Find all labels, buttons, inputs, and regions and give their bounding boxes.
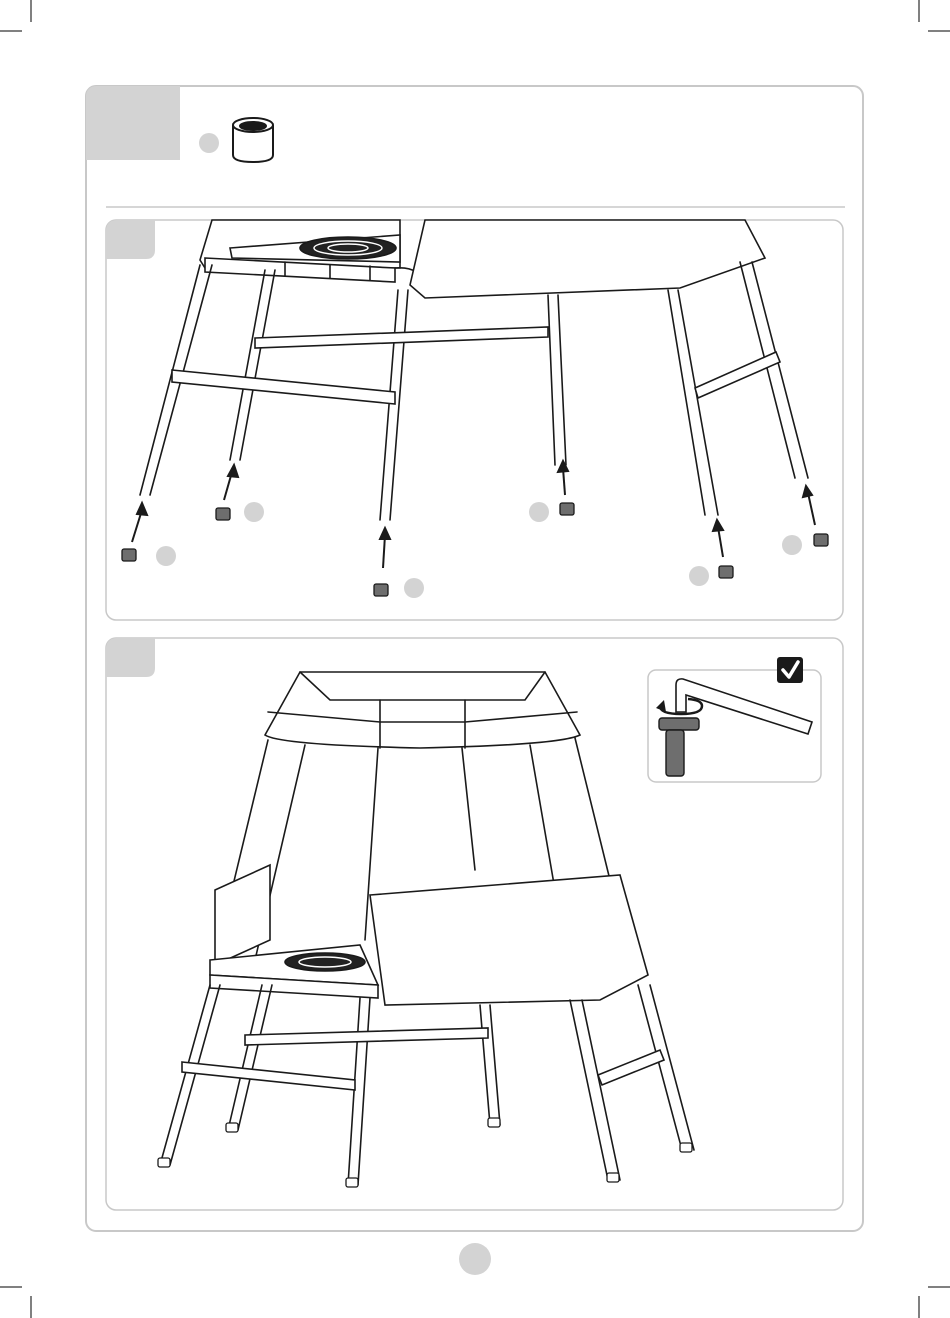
- substep-badge-2: [106, 638, 155, 677]
- part-label-circle: [199, 133, 219, 153]
- step-badge: [86, 86, 180, 160]
- end-cap-icon: [233, 118, 273, 162]
- page-number-circle: [459, 1243, 491, 1275]
- substep-badge-1: [106, 220, 155, 259]
